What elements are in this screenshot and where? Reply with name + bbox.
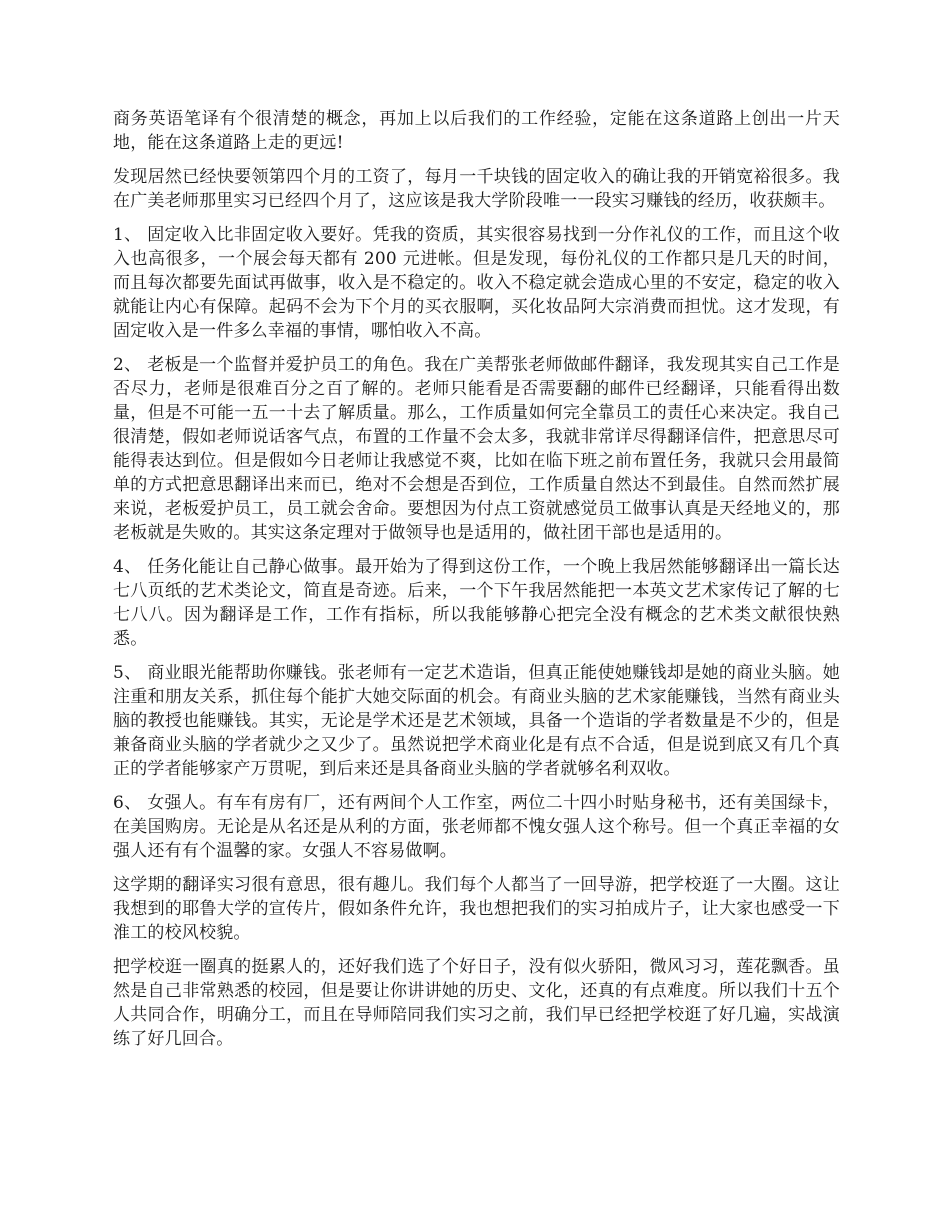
document-body [113, 107, 840, 1061]
paragraph-point-1: 1、 固定收入比非固定收入要好。凭我的资质，其实很容易找到一分作礼仪的工作，而且这个收入也高很多，一个展会每天都有 200 元进帐。但是发现，每份礼仪的工作都只是几天的时间，而且每次都要先面试再做事，收入是不稳定的。收入不稳定就会造成心里的不安定，稳定的收入就能让内心有保障。起码不会为下个月的买衣服啊，买化妆品阿大宗消费而担忧。这才发现，有固定收入是一件多么幸福的事情，哪怕收入不高。 [113, 225, 840, 341]
paragraph-point-2: 2、 老板是一个监督并爱护员工的角色。我在广美帮张老师做邮件翻译，我发现其实自己工作是否尽力，老师是很难百分之百了解的。老师只能看是否需要翻的邮件已经翻译，只能看得出数量，但是不可能一五一十去了解质量。那么，工作质量如何完全靠员工的责任心来决定。我自己很清楚，假如老师说话客气点，布置的工作量不会太多，我就非常详尽得翻译信件，把意思尽可能得表达到位。但是假如今日老师让我感觉不爽，比如在临下班之前布置任务，我就只会用最简单的方式把意思翻译出来而已，绝对不会想是否到位，工作质量自然达不到最佳。自然而然扩展来说，老板爱护员工，员工就会舍命。要想因为付点工资就感觉员工做事认真是天经地义的，那老板就是失败的。其实这条定理对于做领导也是适用的，做社团干部也是适用的。 [113, 355, 840, 543]
paragraph-intro-conclusion: 商务英语笔译有个很清楚的概念，再加上以后我们的工作经验，定能在这条道路上创出一片天地，能在这条道路上走的更远! [113, 109, 840, 153]
paragraph-campus-tour: 把学校逛一圈真的挺累人的，还好我们选了个好日子，没有似火骄阳，微风习习，莲花飘香。虽然是自己非常熟悉的校园，但是要让你讲讲她的历史、文化，还真的有点难度。所以我们十五个人共同合作，明确分工，而且在导师陪同我们实习之前，我们早已经把学校逛了好几遍，实战演练了好几回合。 [113, 957, 840, 1049]
paragraph-point-5: 5、 商业眼光能帮助你赚钱。张老师有一定艺术造诣，但真正能使她赚钱却是她的商业头脑。她注重和朋友关系，抓住每个能扩大她交际面的机会。有商业头脑的艺术家能赚钱，当然有商业头脑的教授也能赚钱。其实，无论是学术还是艺术领域，具备一个造诣的学者数量是不少的，但是兼备商业头脑的学者就少之又少了。虽然说把学术商业化是有点不合适，但是说到底又有几个真正的学者能够家产万贯呢，到后来还是具备商业头脑的学者就够名利双收。 [113, 663, 840, 779]
paragraph-point-4: 4、 任务化能让自己静心做事。最开始为了得到这份工作，一个晚上我居然能够翻译出一篇长达七八页纸的艺术类论文，简直是奇迹。后来，一个下午我居然能把一本英文艺术家传记了解的七七八八。因为翻译是工作，工作有指标，所以我能够静心把完全没有概念的艺术类文献很快熟悉。 [113, 557, 840, 649]
paragraph-point-6: 6、 女强人。有车有房有厂，还有两间个人工作室，两位二十四小时贴身秘书，还有美国绿卡，在美国购房。无论是从名还是从利的方面，张老师都不愧女强人这个称号。但一个真正幸福的女强人还有有个温馨的家。女强人不容易做啊。 [113, 793, 840, 861]
paragraph-salary: 发现居然已经快要领第四个月的工资了，每月一千块钱的固定收入的确让我的开销宽裕很多。我在广美老师那里实习已经四个月了，这应该是我大学阶段唯一一段实习赚钱的经历，收获颇丰。 [113, 167, 840, 211]
paragraph-semester-internship: 这学期的翻译实习很有意思，很有趣儿。我们每个人都当了一回导游，把学校逛了一大圈。这让我想到的耶鲁大学的宣传片，假如条件允许，我也想把我们的实习拍成片子，让大家也感受一下淮工的校风校貌。 [113, 875, 840, 943]
